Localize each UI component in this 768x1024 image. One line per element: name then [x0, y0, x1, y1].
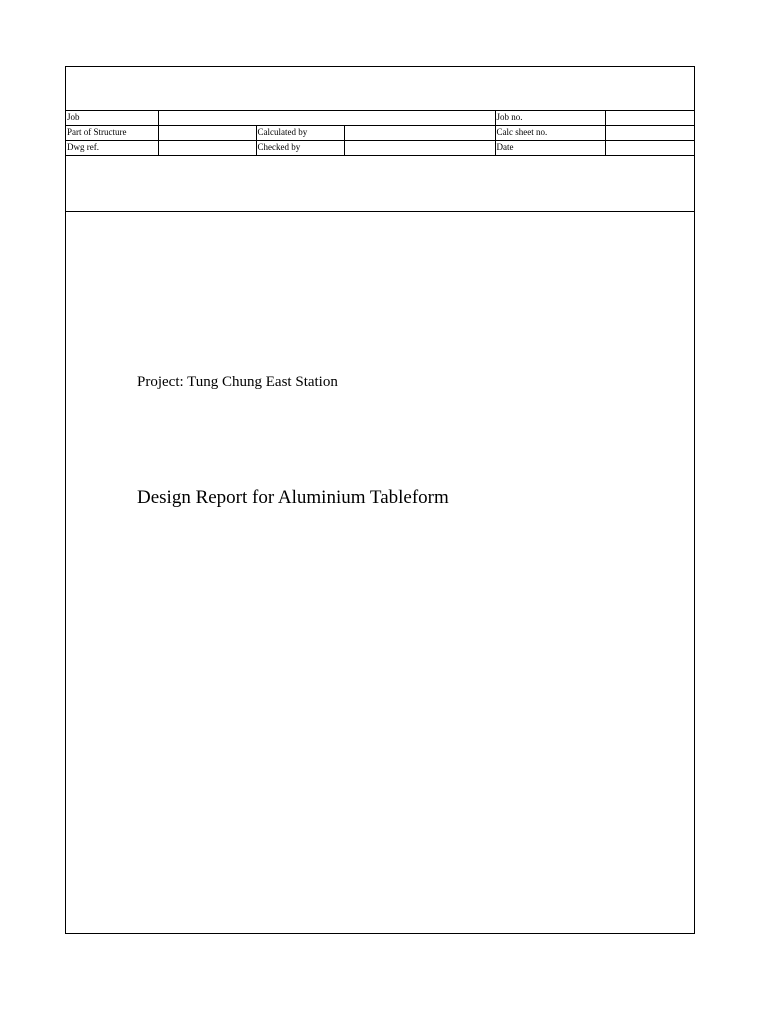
project-line: Project: Tung Chung East Station	[137, 374, 338, 390]
date-label: Date	[495, 141, 605, 156]
checked-by-label: Checked by	[256, 141, 344, 156]
calculated-by-label: Calculated by	[256, 126, 344, 141]
date-value	[605, 141, 694, 156]
checked-by-value	[344, 141, 495, 156]
job-no-value	[605, 111, 694, 126]
job-label: Job	[66, 111, 158, 126]
part-of-structure-value	[158, 126, 256, 141]
dwg-ref-value	[158, 141, 256, 156]
report-title: Design Report for Aluminium Tableform	[137, 487, 449, 508]
header-row-part	[66, 126, 694, 141]
header-table	[66, 110, 694, 156]
calc-sheet-label: Calc sheet no.	[495, 126, 605, 141]
part-of-structure-label: Part of Structure	[66, 126, 158, 141]
job-value	[158, 111, 495, 126]
page-frame	[65, 66, 695, 934]
dwg-ref-label: Dwg ref.	[66, 141, 158, 156]
calc-sheet-value	[605, 126, 694, 141]
header-divider	[66, 211, 694, 212]
calculated-by-value	[344, 126, 495, 141]
header-row-dwg	[66, 141, 694, 156]
header-row-job	[66, 111, 694, 126]
job-no-label: Job no.	[495, 111, 605, 126]
